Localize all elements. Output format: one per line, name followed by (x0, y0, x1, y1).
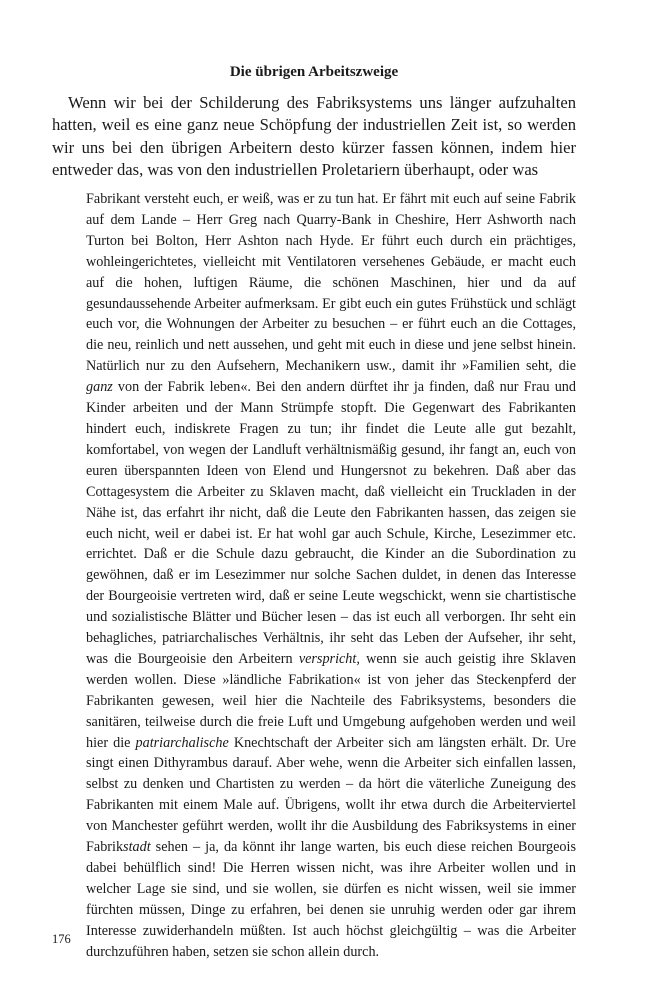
quote-segment: von der Fabrik leben«. Bei den andern dürftet ihr ja finden, daß nur Frau und Kinder arbeiten und der Mann Strümpfe stopft. Die Gegenwart des Fabrikanten hindert euch, indiskrete Fragen zu tun; ihr findet die Leute alle gut bezahlt, komfortabel, von wegen der Landluft verhältnismäßig gesund, ihr fangt an, euch von euren überspannten Ideen von Elend und Hungersnot zu bekehren. Daß aber das Cottagesystem die Arbeiter zu Sklaven macht, daß vielleicht ein Truckladen in der Nähe ist, das erfahrt ihr nicht, daß die Leute den Fabrikanten hassen, das zeigen sie euch nicht, weil er dabei ist. Er hat wohl gar auch Schule, Kirche, Lesezimmer etc. errichtet. Daß er die Schule dazu gebraucht, die Kinder an die Subordination zu gewöhnen, daß er im Lesezimmer nur solche Sachen duldet, in denen das Interesse der Bourgeoisie vertreten wird, daß er seine Leute wegschickt, wenn sie chartistische und sozialistische Blätter und Bücher lesen – das ist euch all verborgen. Ihr seht ein behagliches, patriarchalisches Verhältnis, ihr seht das Leben der Aufseher, ihr seht, was die Bourgeoisie den Arbeitern (86, 379, 576, 667)
quote-emphasis: stadt (123, 839, 151, 856)
quote-segment: Fabrikant versteht euch, er weiß, was er zu tun hat. Er fährt mit euch auf seine Fabrik auf dem Lande – Herr Greg nach Quarry-Bank in Cheshire, Herr Ashworth nach Turton bei Bolton, Herr Ashton nach Hyde. Er führt euch durch ein prächtiges, wohleingerichtetes, vielleicht mit Ventilatoren versehenes Gebäude, er macht euch auf die hohen, luftigen Räume, die schönen Maschinen, hier und da auf gesundaussehende Arbeiter aufmerksam. Er gibt euch ein gutes Frühstück und schlägt euch vor, die Wohnungen der Arbeiter zu besuchen – er führt euch an die Cottages, die neu, reinlich und nett aussehen, und geht mit euch in diese und jene selbst hinein. Natürlich nur zu den Aufsehern, Mechanikern usw., damit ihr »Familien seht, die (86, 191, 576, 375)
section-heading: Die übrigen Arbeitszweige (229, 64, 399, 80)
quote-segment: sehen – ja, da könnt ihr lange warten, bis euch diese reichen Bourgeois dabei behülflich sind! Die Herren wissen nicht, was ihre Arbeiter wollen und in welcher Lage sie sind, und sie wollen, sie dürfen es nicht wissen, weil sie immer fürchten müssen, Dinge zu erfahren, bei denen sie unruhig werden oder gar ihrem Interesse zuwiderhandeln müßten. Ist auch höchst gleichgültig – was die Arbeiter durchzuführen haben, setzen sie schon allein durch. (86, 839, 576, 960)
quote-block (86, 189, 576, 963)
quote-emphasis: patriarchalische (135, 734, 229, 751)
body-paragraph (52, 92, 576, 181)
page-number: 176 (52, 932, 71, 946)
quote-segment: Knechtschaft der Arbeiter sich am längsten erhält. Dr. Ure singt einen Dithyrambus darauf. Aber wehe, wenn die Arbeiter sich einfallen lassen, selbst zu denken und Chartisten zu werden – da hört die väterliche Zuneigung des Fabrikanten mit einem Male auf. Übrigens, wollt ihr etwa durch die Arbeiterviertel von Manchester geführt werden, wollt ihr die Ausbildung des Fabriksystems in einer Fabrik (86, 734, 576, 856)
quote-emphasis: ganz (86, 379, 113, 396)
body-paragraph-text: Wenn wir bei der Schilderung des Fabriksystems uns länger aufzuhalten hatten, weil es eine ganz neue Schöpfung der industriellen Zeit ist, so werden wir uns bei den übrigen Arbeitern desto kürzer fassen können, indem hier entweder das, was von den industriellen Proletariern überhaupt, oder was (52, 93, 576, 179)
quote-segment: wenn sie auch geistig ihre Sklaven werden wollen. Diese »ländliche Fabrikation« ist von jeher das Steckenpferd der Fabrikanten gewesen, weil hier die Nachteile des Fabriksystems, besonders die sanitären, teilweise durch die freie Luft und Umgebung aufgehoben werden und weil hier die (86, 650, 577, 751)
quote-emphasis: verspricht, (298, 650, 360, 667)
